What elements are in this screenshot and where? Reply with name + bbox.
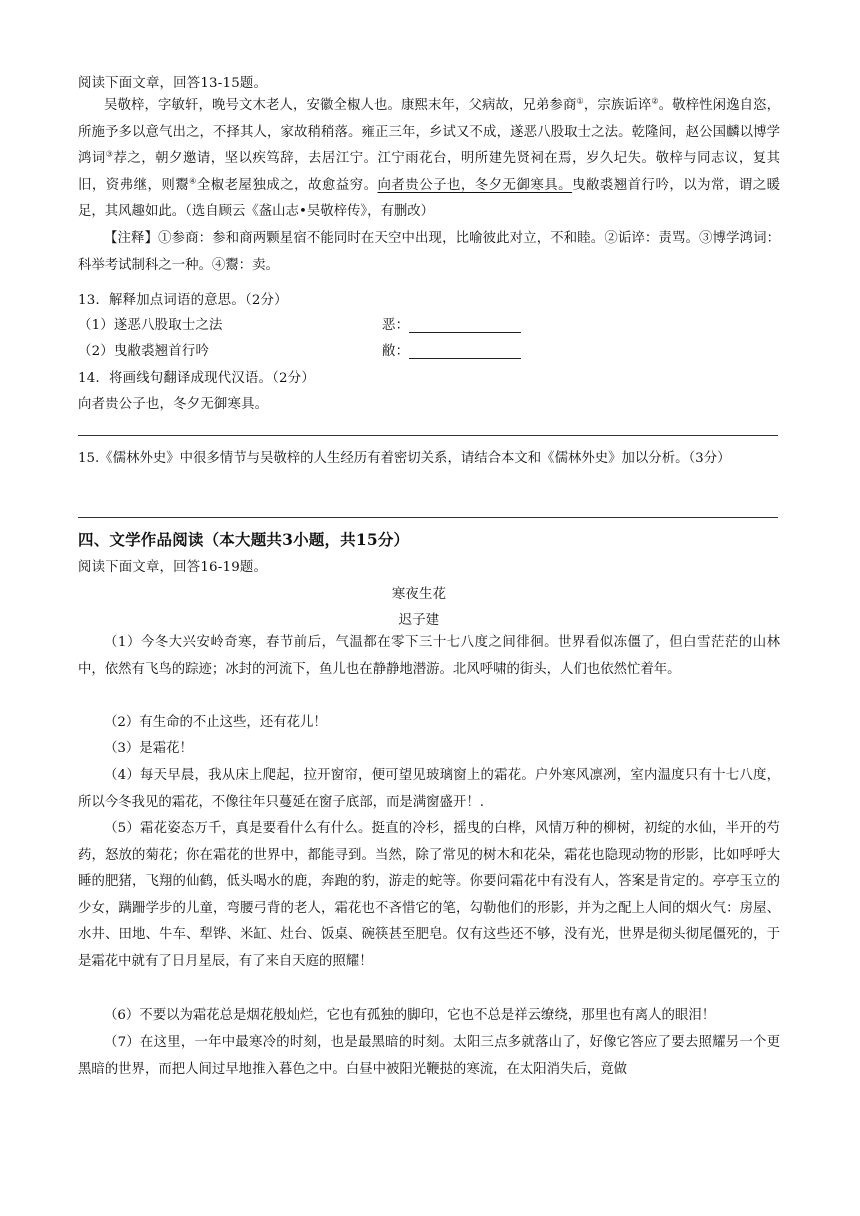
question-15: 15.《儒林外史》中很多情节与吴敬梓的人生经历有着密切关系，请结合本文和《儒林外史》加以分析。（3分）	[78, 451, 731, 466]
article-paragraph-1: （1）今冬大兴安岭奇寒，春节前后，气温都在零下三十七八度之间徘徊。世界看似冻僵了，但白雪茫茫的山林中，依然有飞鸟的踪迹；冰封的河流下，鱼儿也在静静地潜游。北风呼啸的街头，人们也依然忙着年。	[78, 635, 780, 677]
reading-instruction-13-15: 阅读下面文章，回答13-15题。	[78, 76, 268, 91]
article-title: 寒夜生花	[391, 587, 447, 602]
annotation-notes: 【注释】①参商：参和商两颗星宿不能同时在天空中出现，比喻彼此对立，不和睦。②诟谇：责骂。③博学鸿词：科举考试制科之一种。④鬻：卖。	[78, 231, 780, 273]
question-14: 14．将画线句翻译成现代汉语。（2分）	[78, 371, 315, 386]
footnote-marker: ①	[576, 96, 584, 106]
question-13-item-1: （1）遂恶八股取士之法	[78, 318, 223, 333]
article-paragraph-5: （5）霜花姿态万千，真是要看什么有什么。挺直的冷杉，摇曳的白桦，风情万种的柳树，初绽的水仙，半开的芍药，怒放的菊花；你在霜花的世界中，都能寻到。当然，除了常见的树木和花朵，霜花也隐现动物的形影，比如呼呼大睡的肥猪，飞翔的仙鹤，低头喝水的鹿，奔跑的豹，游走的蛇等。你要问霜花中有没有人，答案是肯定的。亭亭玉立的少女，蹒跚学步的儿童，弯腰弓背的老人，霜花也不吝惜它的笔，勾勒他们的形影，并为之配上人间的烟火气：房屋、水井、田地、牛车、犁铧、米缸、灶台、饭桌、碗筷甚至肥皂。仅有这些还不够，没有光，世界是彻头彻尾僵死的，于是霜花中就有了日月星辰，有了来自天庭的照耀！	[78, 821, 780, 969]
question-14-sentence: 向者贵公子也，冬夕无御寒具。	[78, 397, 269, 412]
article-author: 迟子建	[398, 613, 440, 628]
answer-blank-2[interactable]: 敝：	[382, 340, 521, 359]
question-13: 13．解释加点词语的意思。（2分）	[78, 293, 288, 308]
article-paragraph-2: （2）有生命的不止这些，还有花儿！	[104, 715, 327, 730]
underlined-sentence: 向者贵公子也，冬夕无御寒具。	[377, 177, 573, 193]
article-paragraph-4: （4）每天早晨，我从床上爬起，拉开窗帘，便可望见玻璃窗上的霜花。户外寒风凛冽，室内温度只有十七八度，所以今冬我见的霜花，不像往年只蔓延在窗子底部，而是满窗盛开！.	[78, 768, 780, 810]
answer-line-14[interactable]	[78, 435, 778, 436]
article-paragraph-6: （6）不要以为霜花总是烟花般灿烂，它也有孤独的脚印，它也不总是祥云缭绕，那里也有离人的眼泪！	[104, 1008, 716, 1023]
article-paragraph-7: （7）在这里，一年中最寒冷的时刻，也是最黑暗的时刻。太阳三点多就落山了，好像它答应了要去照耀另一个更黑暗的世界，而把人间过早地推入暮色之中。白昼中被阳光鞭挞的寒流，在太阳消失后，竟做	[78, 1035, 780, 1077]
reading-instruction-16-19: 阅读下面文章，回答16-19题。	[78, 560, 268, 575]
footnote-marker: ④	[189, 176, 197, 186]
article-paragraph-3: （3）是霜花！	[104, 741, 193, 756]
answer-blank-1[interactable]: 恶：	[382, 314, 521, 333]
question-13-item-2: （2）曳敝裘翘首行吟	[78, 344, 210, 359]
footnote-marker: ②	[651, 96, 659, 106]
section-heading-4: 四、文学作品阅读（本大题共3小题，共15分）	[78, 530, 410, 549]
answer-line-15[interactable]	[78, 517, 778, 518]
footnote-marker: ③	[105, 149, 114, 159]
classical-passage: 吴敬梓，字敏轩，晚号文木老人，安徽全椒人也。康熙末年，父病故，兄弟参商①，宗族诟谇②。敬梓性闲逸自恣，所施予多以意气出之，不择其人，家故稍稍落。雍正三年，乡试又不成，遂恶八股取士之法。乾隆间，赵公国麟以博学鸿词③荐之，朝夕邀请，坚以疾笃辞，去居江宁。江宁雨花台，明所建先贤祠在焉，岁久圮失。敬梓与同志议，复其旧，资弗继，则鬻④全椒老屋独成之，故愈益穷。向者贵公子也，冬夕无御寒具。曳敝裘翘首行吟，以为常，谓之暖足，其风趣如此。（选自顾云《盋山志•吴敬梓传》，有删改）	[78, 96, 781, 219]
